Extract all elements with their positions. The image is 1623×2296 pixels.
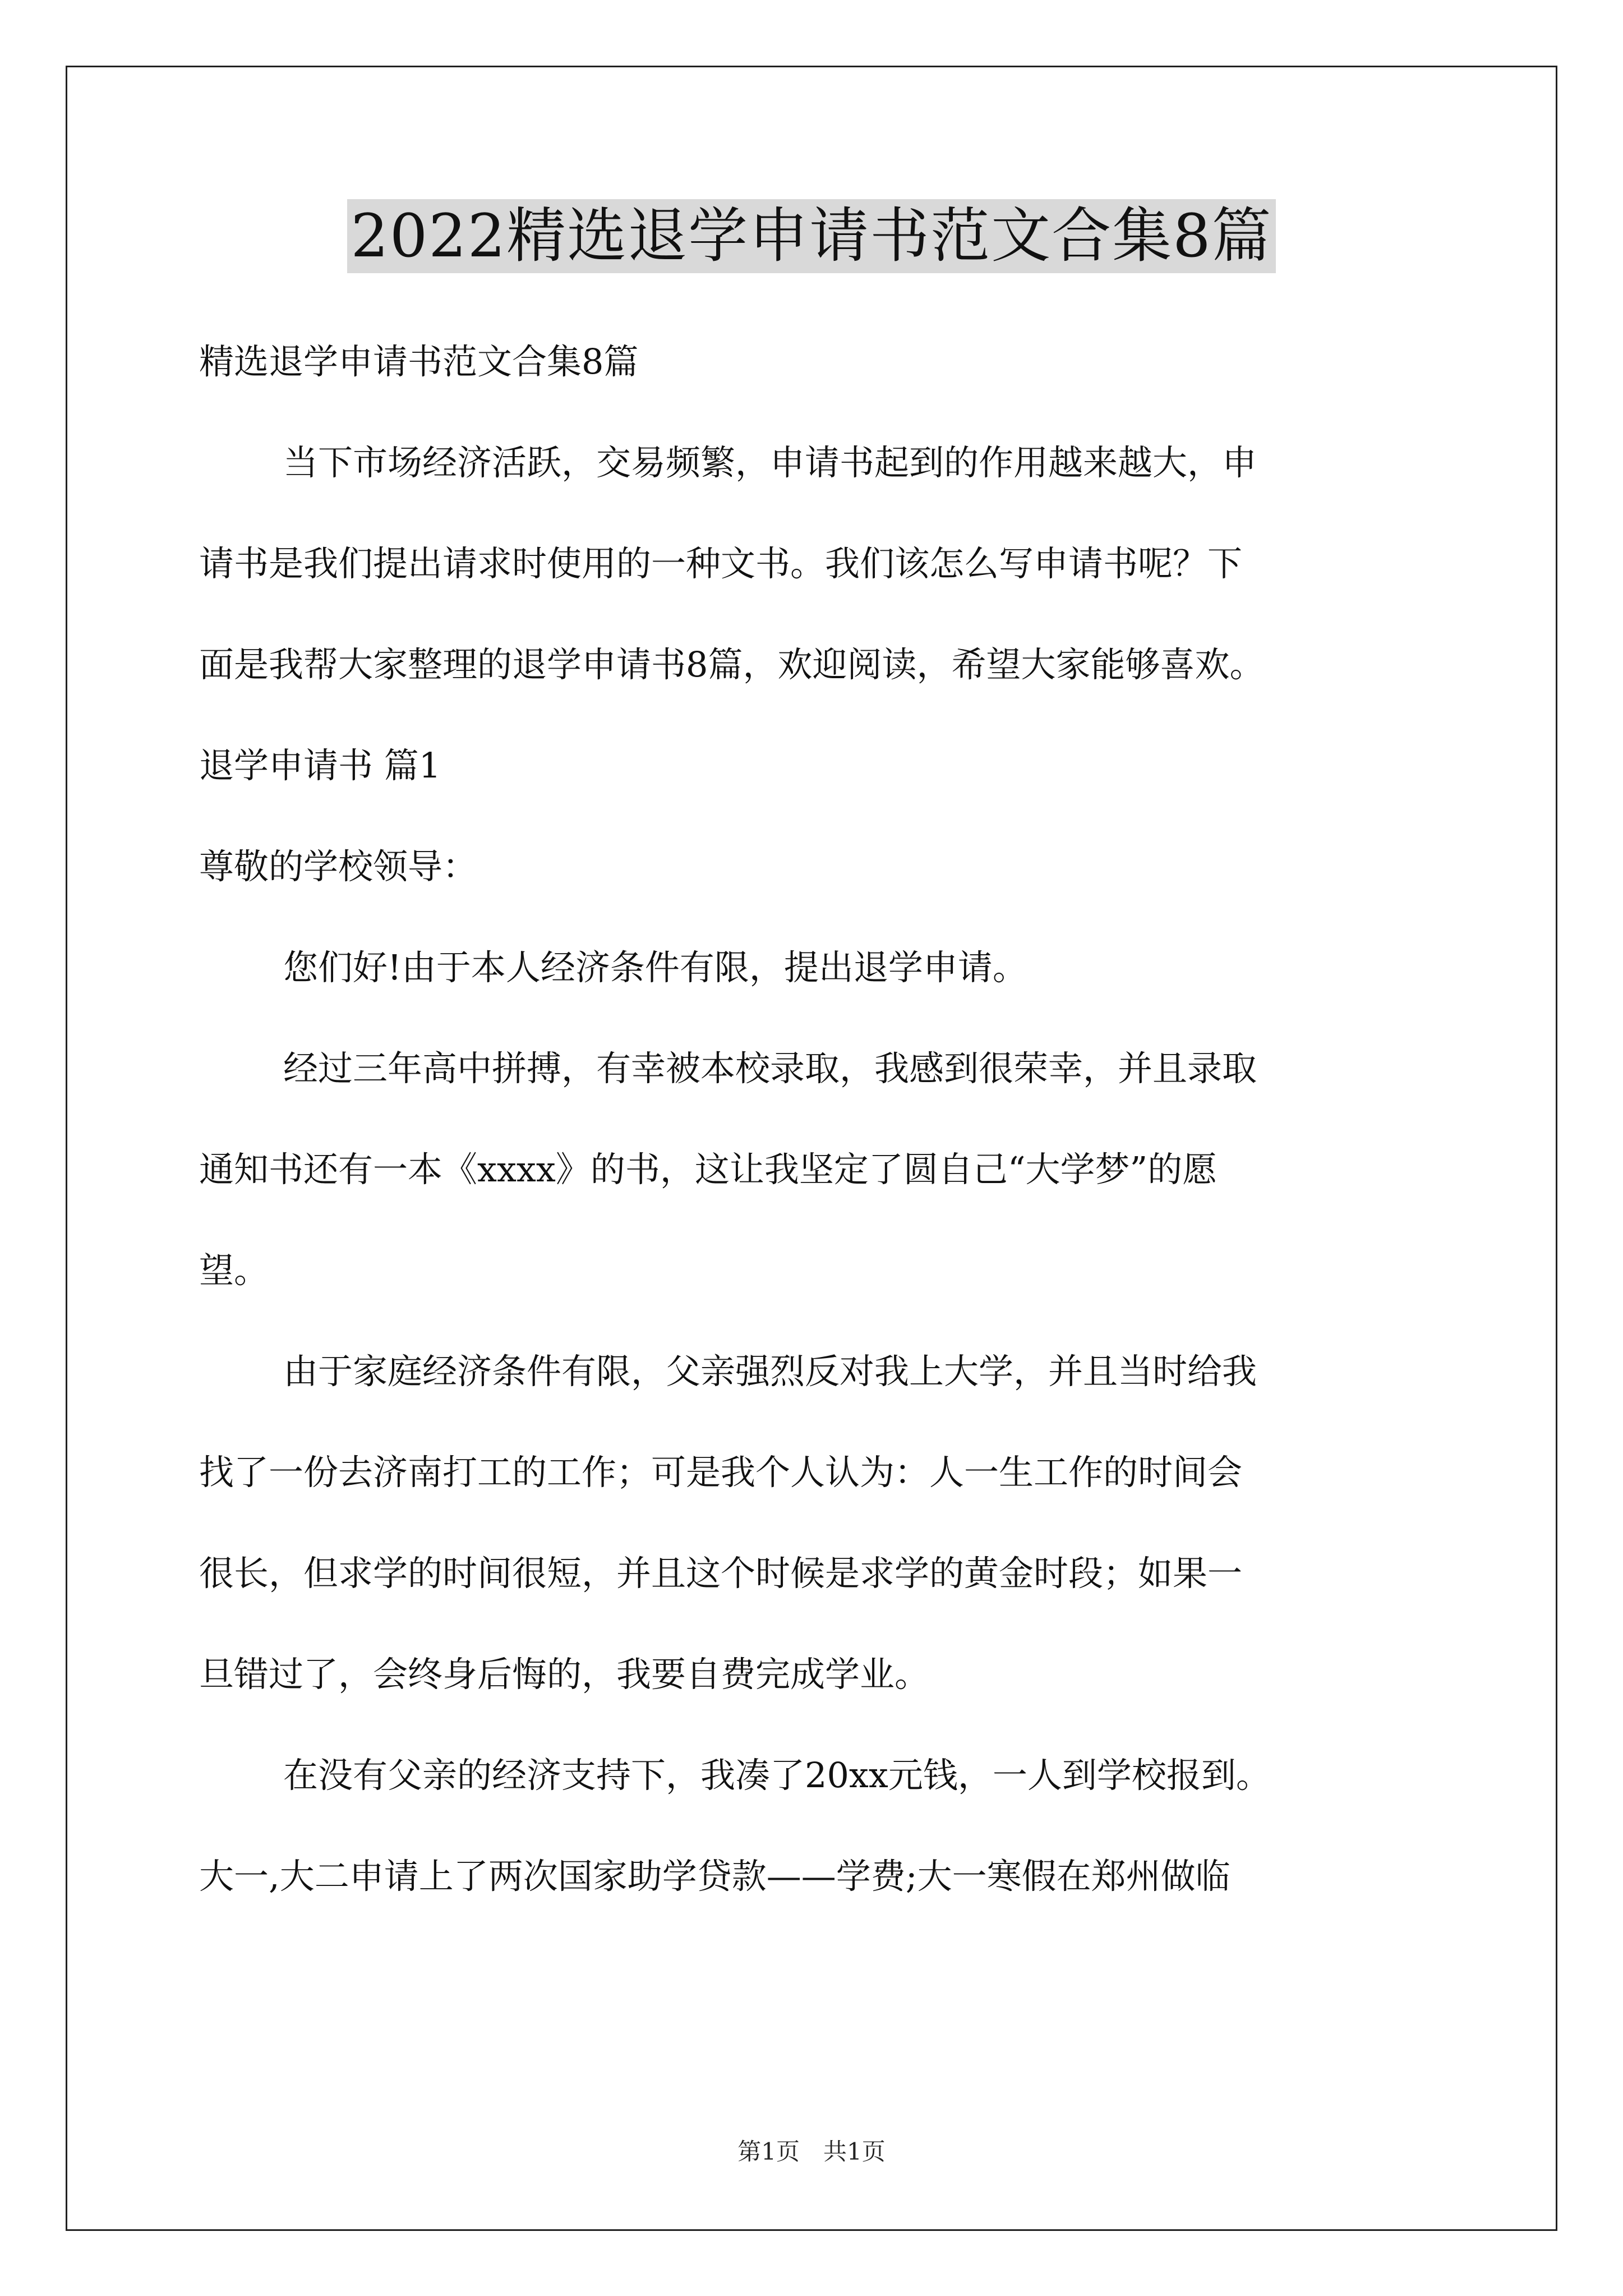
text-line: 望。 [199, 1250, 269, 1291]
text-line: 旦错过了，会终身后悔的，我要自费完成学业。 [199, 1654, 930, 1695]
text-line: 在没有父亲的经济支持下，我凑了20xx元钱，一人到学校报到。 [283, 1755, 1271, 1796]
document-body [199, 311, 1481, 1927]
text-line: 精选退学申请书范文合集8篇 [199, 341, 639, 382]
text-line: 当下市场经济活跃，交易频繁，申请书起到的作用越来越大，申 [283, 442, 1257, 483]
text-line: 通知书还有一本《xxxx》的书，这让我坚定了圆自己“大学梦”的愿 [199, 1149, 1218, 1190]
document-title: 2022精选退学申请书范文合集8篇 [347, 199, 1275, 273]
section-heading: 退学申请书 篇1 [199, 745, 441, 786]
text-line: 由于家庭经济条件有限，父亲强烈反对我上大学，并且当时给我 [283, 1351, 1257, 1392]
text-line: 面是我帮大家整理的退学申请书8篇，欢迎阅读，希望大家能够喜欢。 [199, 644, 1265, 685]
salutation: 尊敬的学校领导： [199, 846, 478, 887]
text-line: 经过三年高中拼搏，有幸被本校录取，我感到很荣幸，并且录取 [283, 1048, 1257, 1089]
title-container [0, 199, 1623, 273]
text-line: 很长，但求学的时间很短，并且这个时候是求学的黄金时段；如果一 [199, 1553, 1243, 1594]
text-line: 找了一份去济南打工的工作；可是我个人认为：人一生工作的时间会 [199, 1452, 1243, 1493]
text-line: 大一,大二申请上了两次国家助学贷款——学费;大一寒假在郑州做临 [199, 1856, 1230, 1897]
page-footer: 第1页 共1页 [737, 2138, 886, 2165]
text-line: 您们好!由于本人经济条件有限，提出退学申请。 [283, 947, 1027, 988]
text-line: 请书是我们提出请求时使用的一种文书。我们该怎么写申请书呢？下 [199, 543, 1243, 584]
